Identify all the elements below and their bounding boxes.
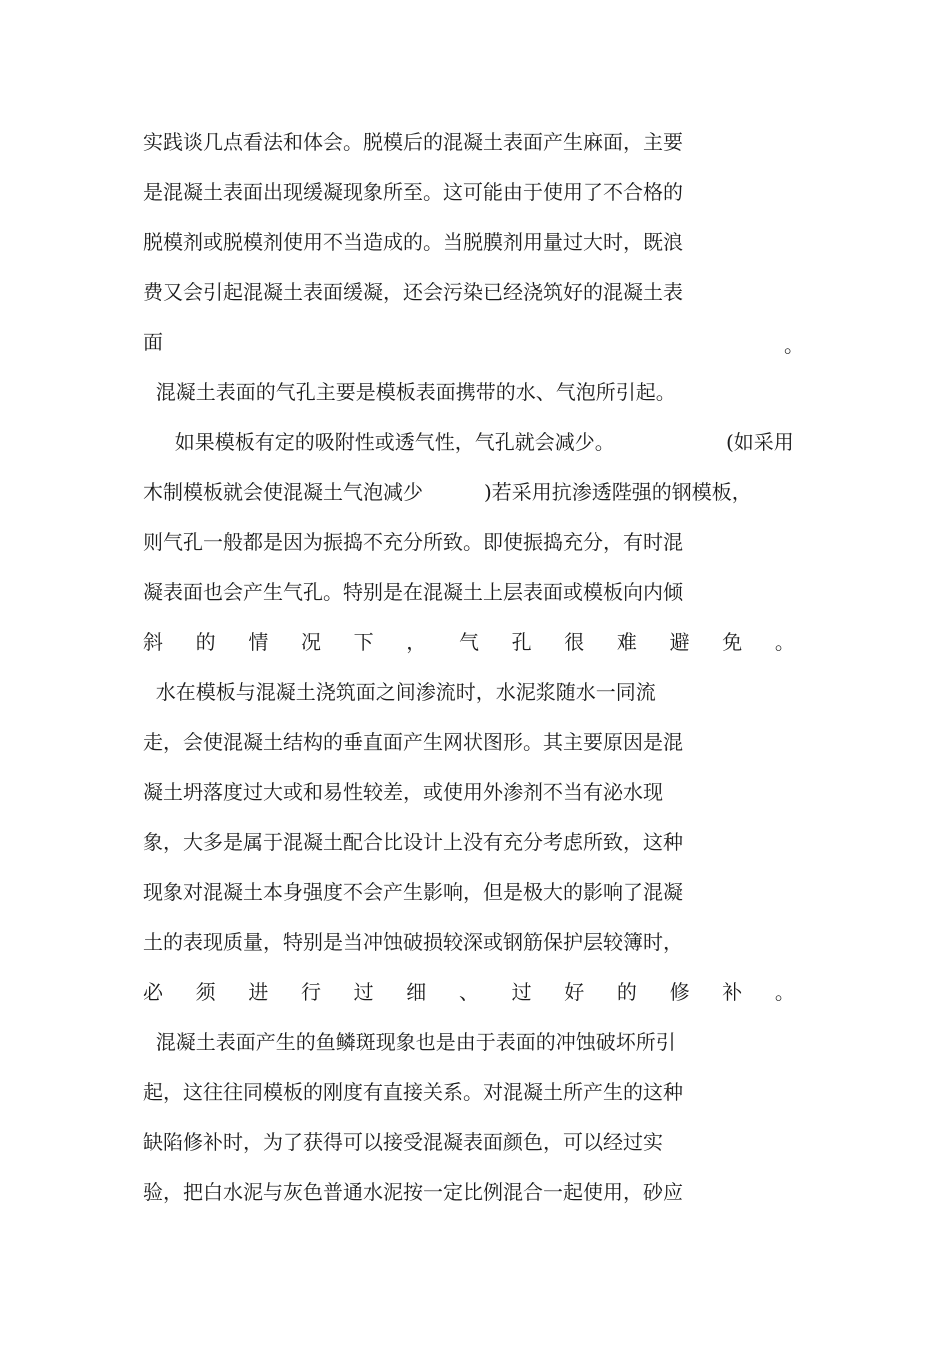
justified-line	[143, 630, 795, 654]
char: 好	[564, 980, 585, 1004]
char: 。	[774, 980, 795, 1004]
text-line: 象，大多是属于混凝土配合比设计上没有充分考虑所致，这种	[143, 830, 683, 854]
paragraph-start: 水在模板与混凝土浇筑面之间渗流时，水泥浆随水一同流	[143, 680, 656, 704]
text-line: 木制模板就会使混凝土气泡减少	[143, 480, 423, 504]
text-line: 面	[143, 330, 163, 354]
char: 进	[248, 980, 269, 1004]
char: 的	[616, 980, 637, 1004]
text-line: 凝土坍落度过大或和易性较差，或使用外渗剂不当有泌水现	[143, 780, 663, 804]
text-line: 凝表面也会产生气孔。特别是在混凝土上层表面或模板向内倾	[143, 580, 683, 604]
char: 的	[195, 630, 216, 654]
char: 避	[669, 630, 690, 654]
text-line: 缺陷修补时，为了获得可以接受混凝表面颜色，可以经过实	[143, 1130, 663, 1154]
char: 孔	[511, 630, 532, 654]
text-line: 如果模板有定的吸附性或透气性，气孔就会减少。	[143, 430, 615, 454]
char: 气	[458, 630, 479, 654]
justified-line	[143, 980, 795, 1004]
period-mark: 。	[784, 333, 804, 357]
char: 情	[248, 630, 269, 654]
text-line: 脱模剂或脱模剂使用不当造成的。当脱膜剂用量过大时，既浪	[143, 230, 683, 254]
text-line: )若采用抗渗透陛强的钢模板，	[484, 480, 752, 504]
text-line: (如采用	[726, 430, 794, 454]
char: 必	[143, 980, 163, 1004]
text-line: 土的表现质量，特别是当冲蚀破损较深或钢筋保护层较簿时，	[143, 930, 683, 954]
text-line: 实践谈几点看法和体会。脱模后的混凝土表面产生麻面，主要	[143, 130, 683, 154]
char: ，	[406, 630, 427, 654]
text-line: 费又会引起混凝土表面缓凝，还会污染已经浇筑好的混凝土表	[143, 280, 683, 304]
text-line: 起，这往往同模板的刚度有直接关系。对混凝土所产生的这种	[143, 1080, 683, 1104]
char: 很	[564, 630, 585, 654]
char: 细	[406, 980, 427, 1004]
text-line: 是混凝土表面出现缓凝现象所至。这可能由于使用了不合格的	[143, 180, 683, 204]
char: 补	[722, 980, 743, 1004]
paragraph-start: 混凝土表面的气孔主要是模板表面携带的水、气泡所引起。	[143, 380, 676, 404]
char: 、	[458, 980, 479, 1004]
text-line: 走，会使混凝土结构的垂直面产生网状图形。其主要原因是混	[143, 730, 683, 754]
char: 行	[300, 980, 321, 1004]
char: 难	[616, 630, 637, 654]
char: 斜	[143, 630, 163, 654]
char: 过	[353, 980, 374, 1004]
paragraph-start: 混凝土表面产生的鱼鳞斑现象也是由于表面的冲蚀破坏所引	[143, 1030, 676, 1054]
text-line: 则气孔一般都是因为振捣不充分所致。即使振捣充分，有时混	[143, 530, 683, 554]
text-line: 验，把白水泥与灰色普通水泥按一定比例混合一起使用，砂应	[143, 1180, 683, 1204]
char: 况	[300, 630, 321, 654]
char: 须	[195, 980, 216, 1004]
text-line: 现象对混凝土本身强度不会产生影响，但是极大的影响了混凝	[143, 880, 683, 904]
char: 。	[774, 630, 795, 654]
char: 下	[353, 630, 374, 654]
char: 免	[722, 630, 743, 654]
char: 过	[511, 980, 532, 1004]
char: 修	[669, 980, 690, 1004]
